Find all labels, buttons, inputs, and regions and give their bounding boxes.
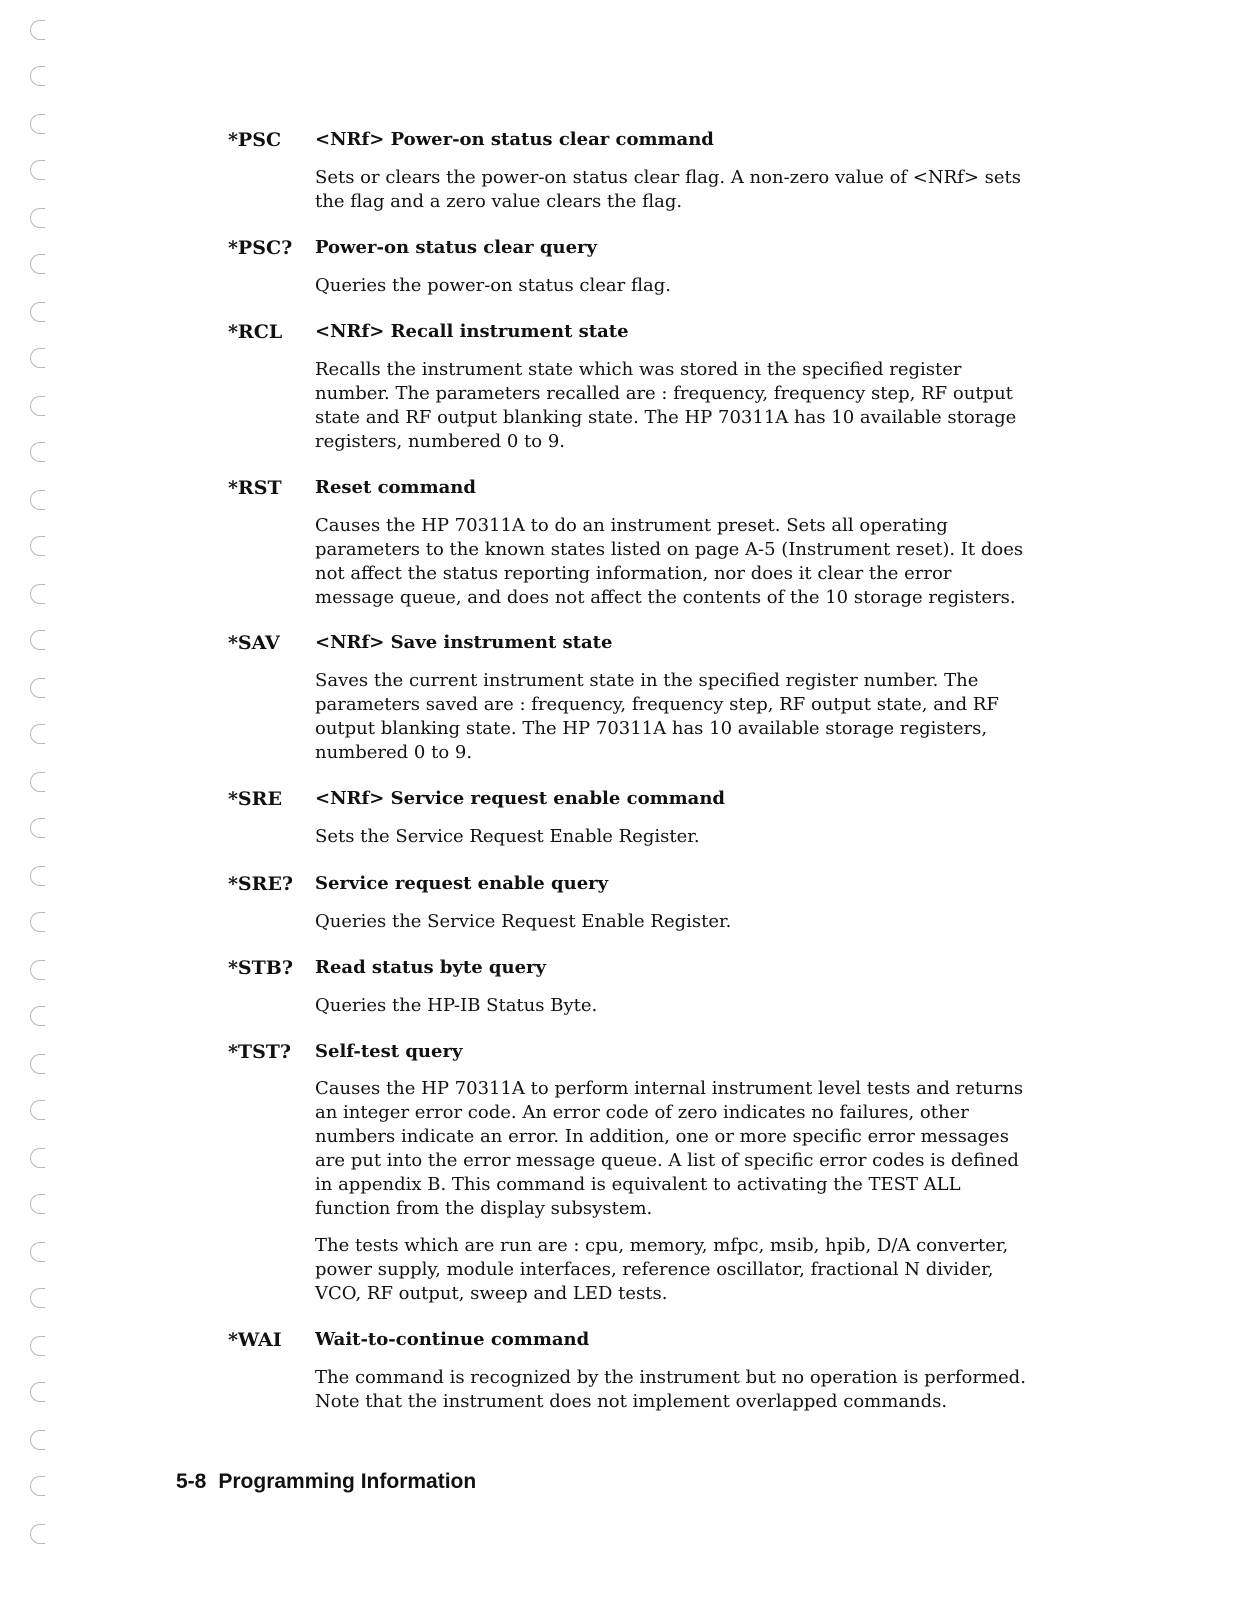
command-description: Sets the Service Request Enable Register. — [315, 826, 700, 847]
section-title: Programming Information — [218, 1470, 477, 1493]
binder-hole — [30, 66, 45, 86]
binder-hole — [30, 302, 45, 322]
binder-hole — [30, 1524, 45, 1544]
binder-hole — [30, 208, 45, 228]
binder-holes — [28, 0, 52, 1600]
command-title: <NRf> Recall instrument state — [315, 321, 629, 342]
page-footer — [176, 1470, 488, 1494]
binder-hole — [30, 1194, 45, 1214]
binder-hole — [30, 912, 45, 932]
command-description: Saves the current instrument state in the specified register number. The parameters saved are : frequency, frequency step, RF output state, and RF output blanking state. The HP 70311A has 10 available storage registers, numbered 0 to 9. — [315, 670, 999, 763]
command-name: *SAV — [228, 632, 280, 654]
binder-hole — [30, 536, 45, 556]
binder-hole — [30, 1006, 45, 1026]
command-description: Queries the HP-IB Status Byte. — [315, 995, 598, 1016]
command-name: *TST? — [228, 1041, 292, 1063]
command-name: *STB? — [228, 957, 293, 979]
command-title: Self-test query — [315, 1041, 463, 1062]
binder-hole — [30, 1100, 45, 1120]
command-title: Power-on status clear query — [315, 237, 597, 258]
binder-hole — [30, 1382, 45, 1402]
binder-hole — [30, 1054, 45, 1074]
binder-hole — [30, 630, 45, 650]
binder-hole — [30, 678, 45, 698]
command-name: *SRE? — [228, 873, 294, 895]
command-name: *RCL — [228, 321, 283, 343]
command-title: Read status byte query — [315, 957, 546, 978]
command-title: <NRf> Service request enable command — [315, 788, 726, 809]
binder-hole — [30, 348, 45, 368]
binder-hole — [30, 114, 45, 134]
command-description: The command is recognized by the instrument but no operation is performed. Note that the instrument does not implement overlapped commands. — [315, 1367, 1026, 1412]
binder-hole — [30, 1242, 45, 1262]
command-title: Wait-to-continue command — [315, 1329, 590, 1350]
command-title: <NRf> Power-on status clear command — [315, 129, 714, 150]
command-description: Queries the Service Request Enable Register. — [315, 911, 732, 932]
binder-hole — [30, 160, 45, 180]
command-description-extra: The tests which are run are : cpu, memory, mfpc, msib, hpib, D/A converter, power supply, module interfaces, reference oscillator, fractional N divider, VCO, RF output, sweep and LED tests. — [315, 1235, 1009, 1304]
command-description: Sets or clears the power-on status clear flag. A non-zero value of <NRf> sets the flag and a zero value clears the flag. — [315, 167, 1021, 212]
command-name: *PSC? — [228, 237, 293, 259]
binder-hole — [30, 1430, 45, 1450]
binder-hole — [30, 960, 45, 980]
command-title: Service request enable query — [315, 873, 609, 894]
binder-hole — [30, 20, 45, 40]
command-name: *PSC — [228, 129, 282, 151]
binder-hole — [30, 1288, 45, 1308]
command-name: *WAI — [228, 1329, 282, 1351]
command-name: *SRE — [228, 788, 282, 810]
command-title: <NRf> Save instrument state — [315, 632, 613, 653]
binder-hole — [30, 254, 45, 274]
binder-hole — [30, 490, 45, 510]
binder-hole — [30, 724, 45, 744]
command-title: Reset command — [315, 477, 476, 498]
command-description: Causes the HP 70311A to perform internal instrument level tests and returns an integer error code. An error code of zero indicates no failures, other numbers indicate an error. In addition, one or more specific error messages are put into the error message queue. A list of specific error codes is defined in appendix B. This command is equivalent to activating the TEST ALL function from the display subsystem. — [315, 1078, 1024, 1219]
binder-hole — [30, 442, 45, 462]
binder-hole — [30, 1476, 45, 1496]
binder-hole — [30, 818, 45, 838]
command-name: *RST — [228, 477, 282, 499]
page-number: 5-8 — [176, 1470, 207, 1493]
binder-hole — [30, 866, 45, 886]
binder-hole — [30, 1336, 45, 1356]
binder-hole — [30, 584, 45, 604]
command-description: Causes the HP 70311A to do an instrument preset. Sets all operating parameters to the known states listed on page A-5 (Instrument reset). It does not affect the status reporting information, nor does it clear the error message queue, and does not affect the contents of the 10 storage registers. — [315, 515, 1024, 608]
command-description: Queries the power-on status clear flag. — [315, 275, 671, 296]
binder-hole — [30, 396, 45, 416]
binder-hole — [30, 772, 45, 792]
binder-hole — [30, 1148, 45, 1168]
command-description: Recalls the instrument state which was stored in the specified register number. The parameters recalled are : frequency, frequency step, RF output state and RF output blanking state. The HP 70311A has 10 available storage registers, numbered 0 to 9. — [315, 359, 1017, 452]
